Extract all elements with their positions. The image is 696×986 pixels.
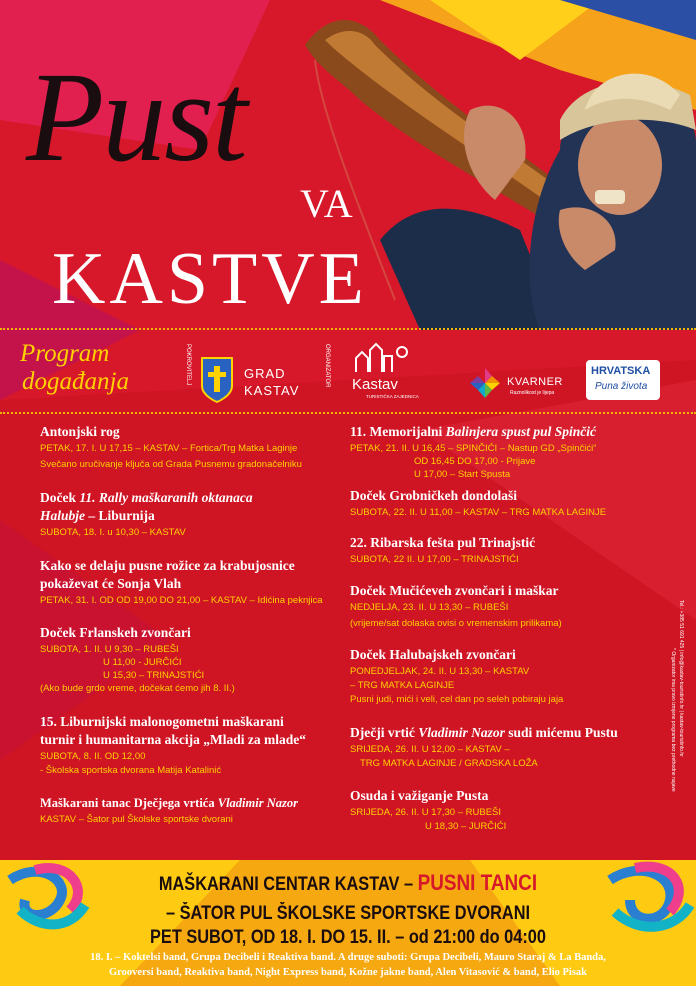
event-line: - Školska sportska dvorana Matija Katalinić xyxy=(40,765,222,776)
kvarner-sub: Raznolikost je lijepa xyxy=(510,390,555,396)
banner-bands2: Grooversi band, Reaktiva band, Night Express band, Kožne jakne band, Alen Vitasović & band, Elio Pisak xyxy=(108,967,588,978)
grad-line2: KASTAV xyxy=(244,383,300,398)
separator-mid xyxy=(0,412,696,414)
kastav-coat-of-arms-icon xyxy=(200,356,234,404)
event-title-part: sudi mićemu Pustu xyxy=(504,725,618,740)
event-title: Doček Frlanskeh zvončari xyxy=(40,625,191,640)
event-line: SUBOTA, 1. II. U 9,30 – RUBEŠI xyxy=(40,644,179,655)
event-title: Kako se delaju pusne rožice za krabujosnice xyxy=(40,558,295,573)
banner-line1 xyxy=(49,872,648,896)
title-pust: Pust xyxy=(26,46,246,188)
event-title-part: Dječji vrtić xyxy=(350,725,419,740)
event-title xyxy=(40,507,155,525)
event-line: SUBOTA, 22. II. U 11,00 – KASTAV – TRG MATKA LAGINJE xyxy=(350,507,607,518)
event-title-italic: 11. Rally maškaranih oktanaca xyxy=(79,490,253,505)
side-contacts: Tel.: +385 51 691 425 | info@kastav-touristinfo.hr | kastav-touristinfo.hr xyxy=(678,600,684,757)
banner-line1-a: MAŠKARANI CENTAR KASTAV – xyxy=(158,874,418,895)
kastav-tourist-board-logo-icon xyxy=(352,342,412,376)
event-title-italic: Balinjera spust pul Spinčić xyxy=(445,424,597,439)
event-title: Osuda i važiganje Pusta xyxy=(350,788,489,803)
event-title-part: – Liburnija xyxy=(85,508,155,523)
event-title-italic: Vladimir Nazor xyxy=(217,796,298,810)
hrvatska-badge xyxy=(586,360,660,400)
event-line: U 17,00 – Start Spusta xyxy=(414,469,511,480)
event-title: Doček Halubajskeh zvončari xyxy=(350,647,516,662)
event-title-part: Doček xyxy=(40,490,80,505)
side-note: * Organizator ima pravo izmjene programa bez prethodne najave xyxy=(670,648,676,792)
event-line: PETAK, 17. I. U 17,15 – KASTAV – Fortica/Trg Matka Laginje xyxy=(40,443,298,454)
event-line: U 18,30 – JURČIĆI xyxy=(425,821,507,832)
event-title-italic: Vladimir Nazor xyxy=(418,725,505,740)
event-line: TRG MATKA LAGINJE / GRADSKA LOŽA xyxy=(360,758,538,769)
event-title: Doček Grobničkeh dondolaši xyxy=(350,488,518,503)
program-heading-line2: događanja xyxy=(22,368,129,395)
event-line: SUBOTA, 22 II. U 17,00 – TRINAJSTIĆI xyxy=(350,554,519,565)
event-line: – TRG MATKA LAGINJE xyxy=(350,680,455,691)
tz-sub: TURISTIČKA ZAJEDNICA xyxy=(366,394,419,399)
event-line: NEDJELJA, 23. II. U 13,30 – RUBEŠI xyxy=(350,602,509,613)
title-kastve: KASTVE xyxy=(52,238,368,320)
event-line: Pusni judi, mići i veli, cel dan po seleh pobiraju jaja xyxy=(350,694,564,705)
event-line: SRIJEDA, 26. II. U 17,30 – RUBEŠI xyxy=(350,807,502,818)
hrvatska-sub: Puna života xyxy=(595,381,648,392)
event-line: (Ako bude grdo vreme, dočekat ćemo jih 8. II.) xyxy=(40,683,235,694)
event-title-part: Maškarani tanac Dječjega vrtića xyxy=(40,796,218,810)
banner-line2: – ŠATOR PUL ŠKOLSKE SPORTSKE DVORANI xyxy=(165,903,531,924)
banner-line3: PET SUBOT, OD 18. I. DO 15. II. – od 21:00 do 04:00 xyxy=(150,927,546,948)
event-line: PETAK, 21. II. U 16,45 – SPINČIĆI – Nastup GD „Spinčići“ xyxy=(350,443,597,454)
event-line: Svečano uručivanje ključa od Grada Pusnemu gradonačelniku xyxy=(40,459,302,470)
event-title: Antonjski rog xyxy=(40,424,120,439)
event-line: (vrijeme/sat dolaska ovisi o vremenskim prilikama) xyxy=(350,618,562,629)
event-title: pokaževat će Sonja Vlah xyxy=(40,576,182,591)
tz-name: Kastav xyxy=(352,376,398,393)
kvarner-logo-icon xyxy=(470,368,500,398)
event-title xyxy=(40,794,298,812)
event-line: KASTAV – Šator pul Školske sportske dvorani xyxy=(40,814,233,825)
event-line: OD 16,45 DO 17,00 - Prijave xyxy=(414,456,536,467)
event-line: U 11,00 - JURČIĆI xyxy=(103,657,182,668)
event-line: PONEDJELJAK, 24. II. U 13,30 – KASTAV xyxy=(350,666,530,677)
event-line: SRIJEDA, 26. II. U 12,00 – KASTAV – xyxy=(350,744,510,755)
event-line: SUBOTA, 8. II. OD 12,00 xyxy=(40,751,146,762)
event-title: 15. Liburnijski malonogometni maškarani xyxy=(40,714,284,729)
pokrovitelj-label: POKROVITELJ xyxy=(185,344,191,386)
hrvatska-name: HRVATSKA xyxy=(591,365,651,377)
event-line: SUBOTA, 18. I. u 10,30 – KASTAV xyxy=(40,527,186,538)
banner-line1-b: PUSNI TANCI xyxy=(417,870,538,895)
separator-top xyxy=(0,328,696,330)
program-heading-line1: Program xyxy=(20,340,110,367)
event-title: Doček Mučićeveh zvončari i maškar xyxy=(350,583,559,598)
event-line: U 15,30 – TRINAJSTIĆI xyxy=(103,670,205,681)
event-title: 22. Ribarska fešta pul Trinajstić xyxy=(350,535,536,550)
kvarner-name: KVARNER xyxy=(507,376,563,388)
banner-bands1: 18. I. – Koktelsi band, Grupa Decibeli i Reaktiva band. A druge suboti: Grupa Decibeli, Mauro Staraj & La Banda, xyxy=(90,952,606,963)
grad-line1: GRAD xyxy=(244,366,286,381)
title-va: VA xyxy=(300,181,353,226)
event-title xyxy=(40,489,253,507)
event-title xyxy=(350,423,596,441)
event-title xyxy=(350,724,618,742)
event-title-part: 11. Memorijalni xyxy=(350,424,446,439)
event-title: turnir i humanitarna akcija „Mladi za mlade“ xyxy=(40,732,307,747)
event-title-italic: Halubje xyxy=(40,508,86,523)
organizator-label: ORGANIZATOR xyxy=(324,344,330,388)
event-line: PETAK, 31. I. OD OD 19,00 DO 21,00 – KASTAV – Idićina peknjica xyxy=(40,595,323,606)
